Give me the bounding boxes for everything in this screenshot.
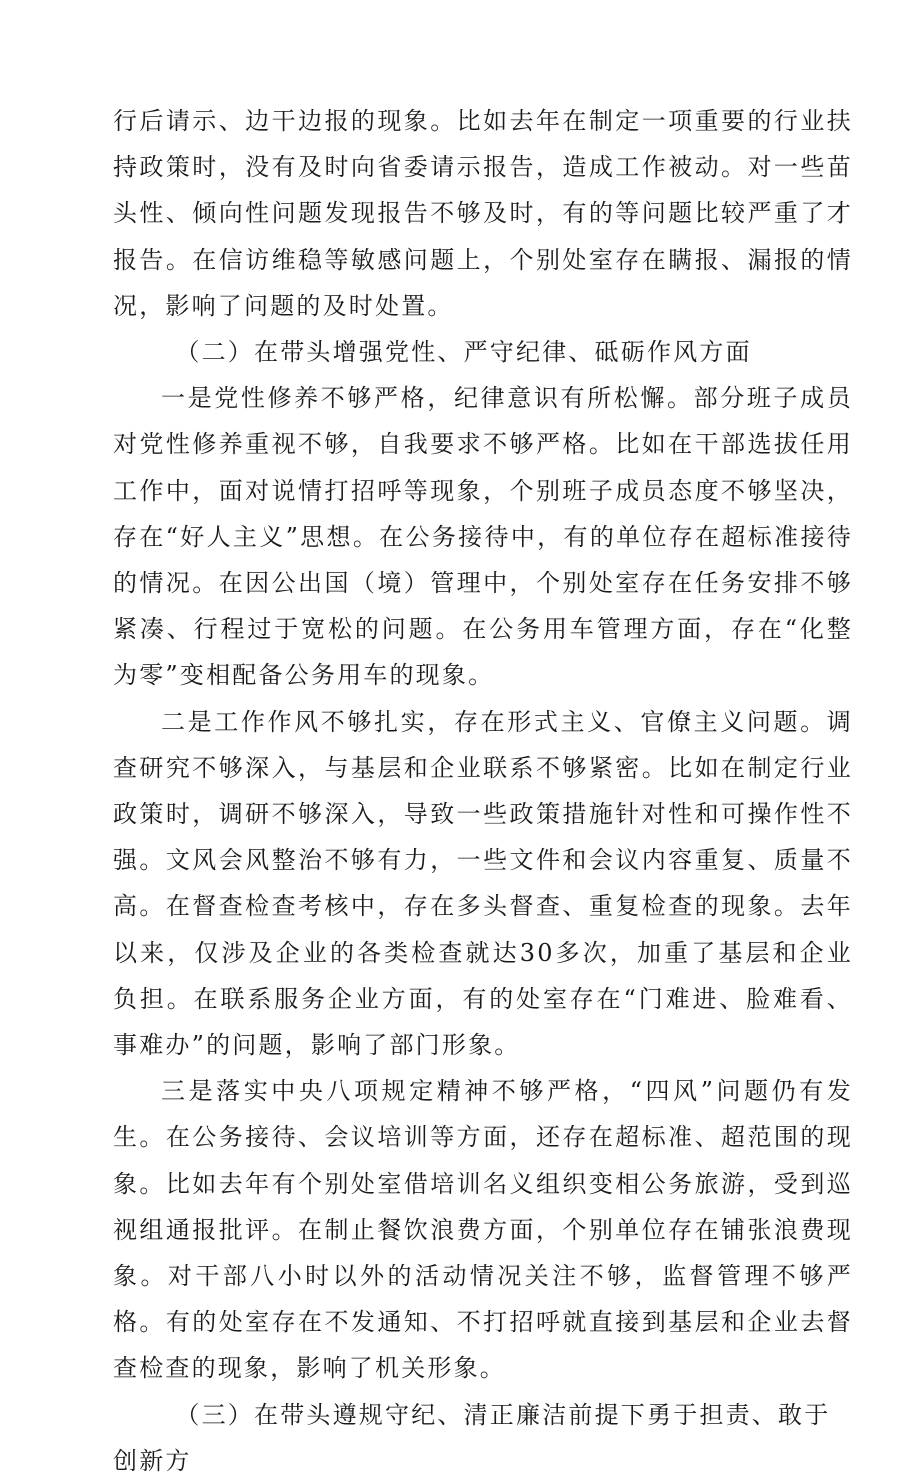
document-body <box>113 98 853 1484</box>
paragraph-party-spirit: 一是党性修养不够严格，纪律意识有所松懈。部分班子成员对党性修养重视不够，自我要求不够严格。比如在干部选拔任用工作中，面对说情打招呼等现象，个别班子成员态度不够坚决，存在“好人主义”思想。在公务接待中，有的单位存在超标准接待的情况。在因公出国（境）管理中，个别处室存在任务安排不够紧凑、行程过于宽松的问题。在公务用车管理方面，存在“化整为零”变相配备公务用车的现象。 <box>113 384 853 690</box>
section-heading-3: （三）在带头遵规守纪、清正廉洁前提下勇于担责、敢于创新方 <box>113 1400 831 1475</box>
paragraph-eight-rules: 三是落实中央八项规定精神不够严格，“四风”问题仍有发生。在公务接待、会议培训等方面，还存在超标准、超范围的现象。比如去年有个别处室借培训名义组织变相公务旅游，受到巡视组通报批评。在制止餐饮浪费方面，个别单位存在铺张浪费现象。对干部八小时以外的活动情况关注不够，监督管理不够严格。有的处室存在不发通知、不打招呼就直接到基层和企业去督查检查的现象，影响了机关形象。 <box>113 1077 853 1383</box>
paragraph-work-style: 二是工作作风不够扎实，存在形式主义、官僚主义问题。调查研究不够深入，与基层和企业联系不够紧密。比如在制定行业政策时，调研不够深入，导致一些政策措施针对性和可操作性不强。文风会风整治不够有力，一些文件和会议内容重复、质量不高。在督查检查考核中，存在多头督查、重复检查的现象。去年以来，仅涉及企业的各类检查就达30多次，加重了基层和企业负担。在联系服务企业方面，有的处室存在“门难进、脸难看、事难办”的问题，影响了部门形象。 <box>113 707 853 1060</box>
section-heading-2: （二）在带头增强党性、严守纪律、砥砺作风方面 <box>175 338 752 367</box>
paragraph-continuation: 行后请示、边干边报的现象。比如去年在制定一项重要的行业扶持政策时，没有及时向省委请示报告，造成工作被动。对一些苗头性、倾向性问题发现报告不够及时，有的等问题比较严重了才报告。在信访维稳等敏感问题上，个别处室存在瞒报、漏报的情况，影响了问题的及时处置。 <box>113 107 853 320</box>
